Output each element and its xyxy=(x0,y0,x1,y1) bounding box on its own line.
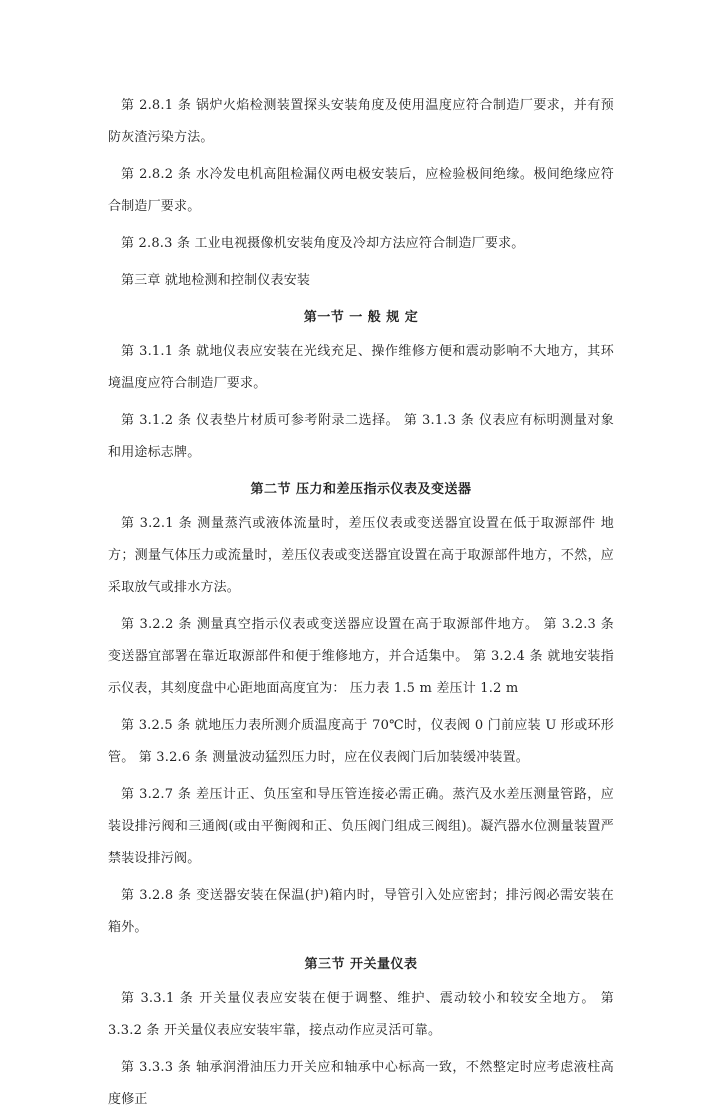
section-3-heading: 第三节 开关量仪表 xyxy=(304,957,418,972)
clause-3-2-7: 第 3.2.7 条 差压计正、负压室和导压管连接必需正确。蒸汽及水差压测量管路，应装设排污阀和三通阀(或由平衡阀和正、负压阀门组成三阀组)。凝汽器水位测量装置严禁装设排污阀。 xyxy=(108,787,614,866)
clause-3-1-2: 第 3.1.2 条 仪表垫片材质可参考附录二选择。 第 3.1.3 条 仪表应有标明测量对象和用途标志牌。 xyxy=(108,413,614,460)
chapter-3-title: 第三章 就地检测和控制仪表安装 xyxy=(121,273,311,288)
clause-3-2-8: 第 3.2.8 条 变送器安装在保温(护)箱内时，导管引入处应密封；排污阀必需安装在箱外。 xyxy=(108,888,614,935)
clause-3-3-3: 第 3.3.3 条 轴承润滑油压力开关应和轴承中心标高一致，不然整定时应考虑液柱高度修正 xyxy=(108,1060,614,1107)
clause-3-2-1: 第 3.2.1 条 测量蒸汽或液体流量时，差压仪表或变送器宜设置在低于取源部件 地方；测量气体压力或流量时，差压仪表或变送器宜设置在高于取源部件地方，不然，应采取放气或排水方法。 xyxy=(108,516,614,595)
clause-3-3-1: 第 3.3.1 条 开关量仪表应安装在便于调整、维护、震动较小和较安全地方。 第 3.3.2 条 开关量仪表应安装牢靠，接点动作应灵活可靠。 xyxy=(108,991,614,1038)
document-body xyxy=(108,90,614,1116)
clause-3-1-1: 第 3.1.1 条 就地仪表应安装在光线充足、操作维修方便和震动影响不大地方，其环境温度应符合制造厂要求。 xyxy=(108,344,614,391)
clause-3-2-5: 第 3.2.5 条 就地压力表所测介质温度高于 70℃时，仪表阀 0 门前应装 U 形或环形管。 第 3.2.6 条 测量波动猛烈压力时，应在仪表阀门后加装缓冲装置。 xyxy=(108,718,614,765)
clause-2-8-1: 第 2.8.1 条 锅炉火焰检测装置探头安装角度及使用温度应符合制造厂要求，并有预防灰渣污染方法。 xyxy=(108,98,614,145)
clause-2-8-3: 第 2.8.3 条 工业电视摄像机安装角度及冷却方法应符合制造厂要求。 xyxy=(121,236,525,251)
clause-2-8-2: 第 2.8.2 条 水冷发电机高阻检漏仪两电极安装后，应检验极间绝缘。极间绝缘应符合制造厂要求。 xyxy=(108,167,614,214)
section-2-heading: 第二节 压力和差压指示仪表及变送器 xyxy=(250,482,472,497)
clause-3-2-2: 第 3.2.2 条 测量真空指示仪表或变送器应设置在高于取源部件地方。 第 3.2.3 条 变送器宜部署在靠近取源部件和便于维修地方，并合适集中。 第 3.2.4 条 就地安装指示仪表，其刻度盘中心距地面高度宜为： 压力表 1.5 m 差压计 1.2 m xyxy=(108,617,614,696)
section-1-heading: 第一节 一 般 规 定 xyxy=(303,310,419,325)
